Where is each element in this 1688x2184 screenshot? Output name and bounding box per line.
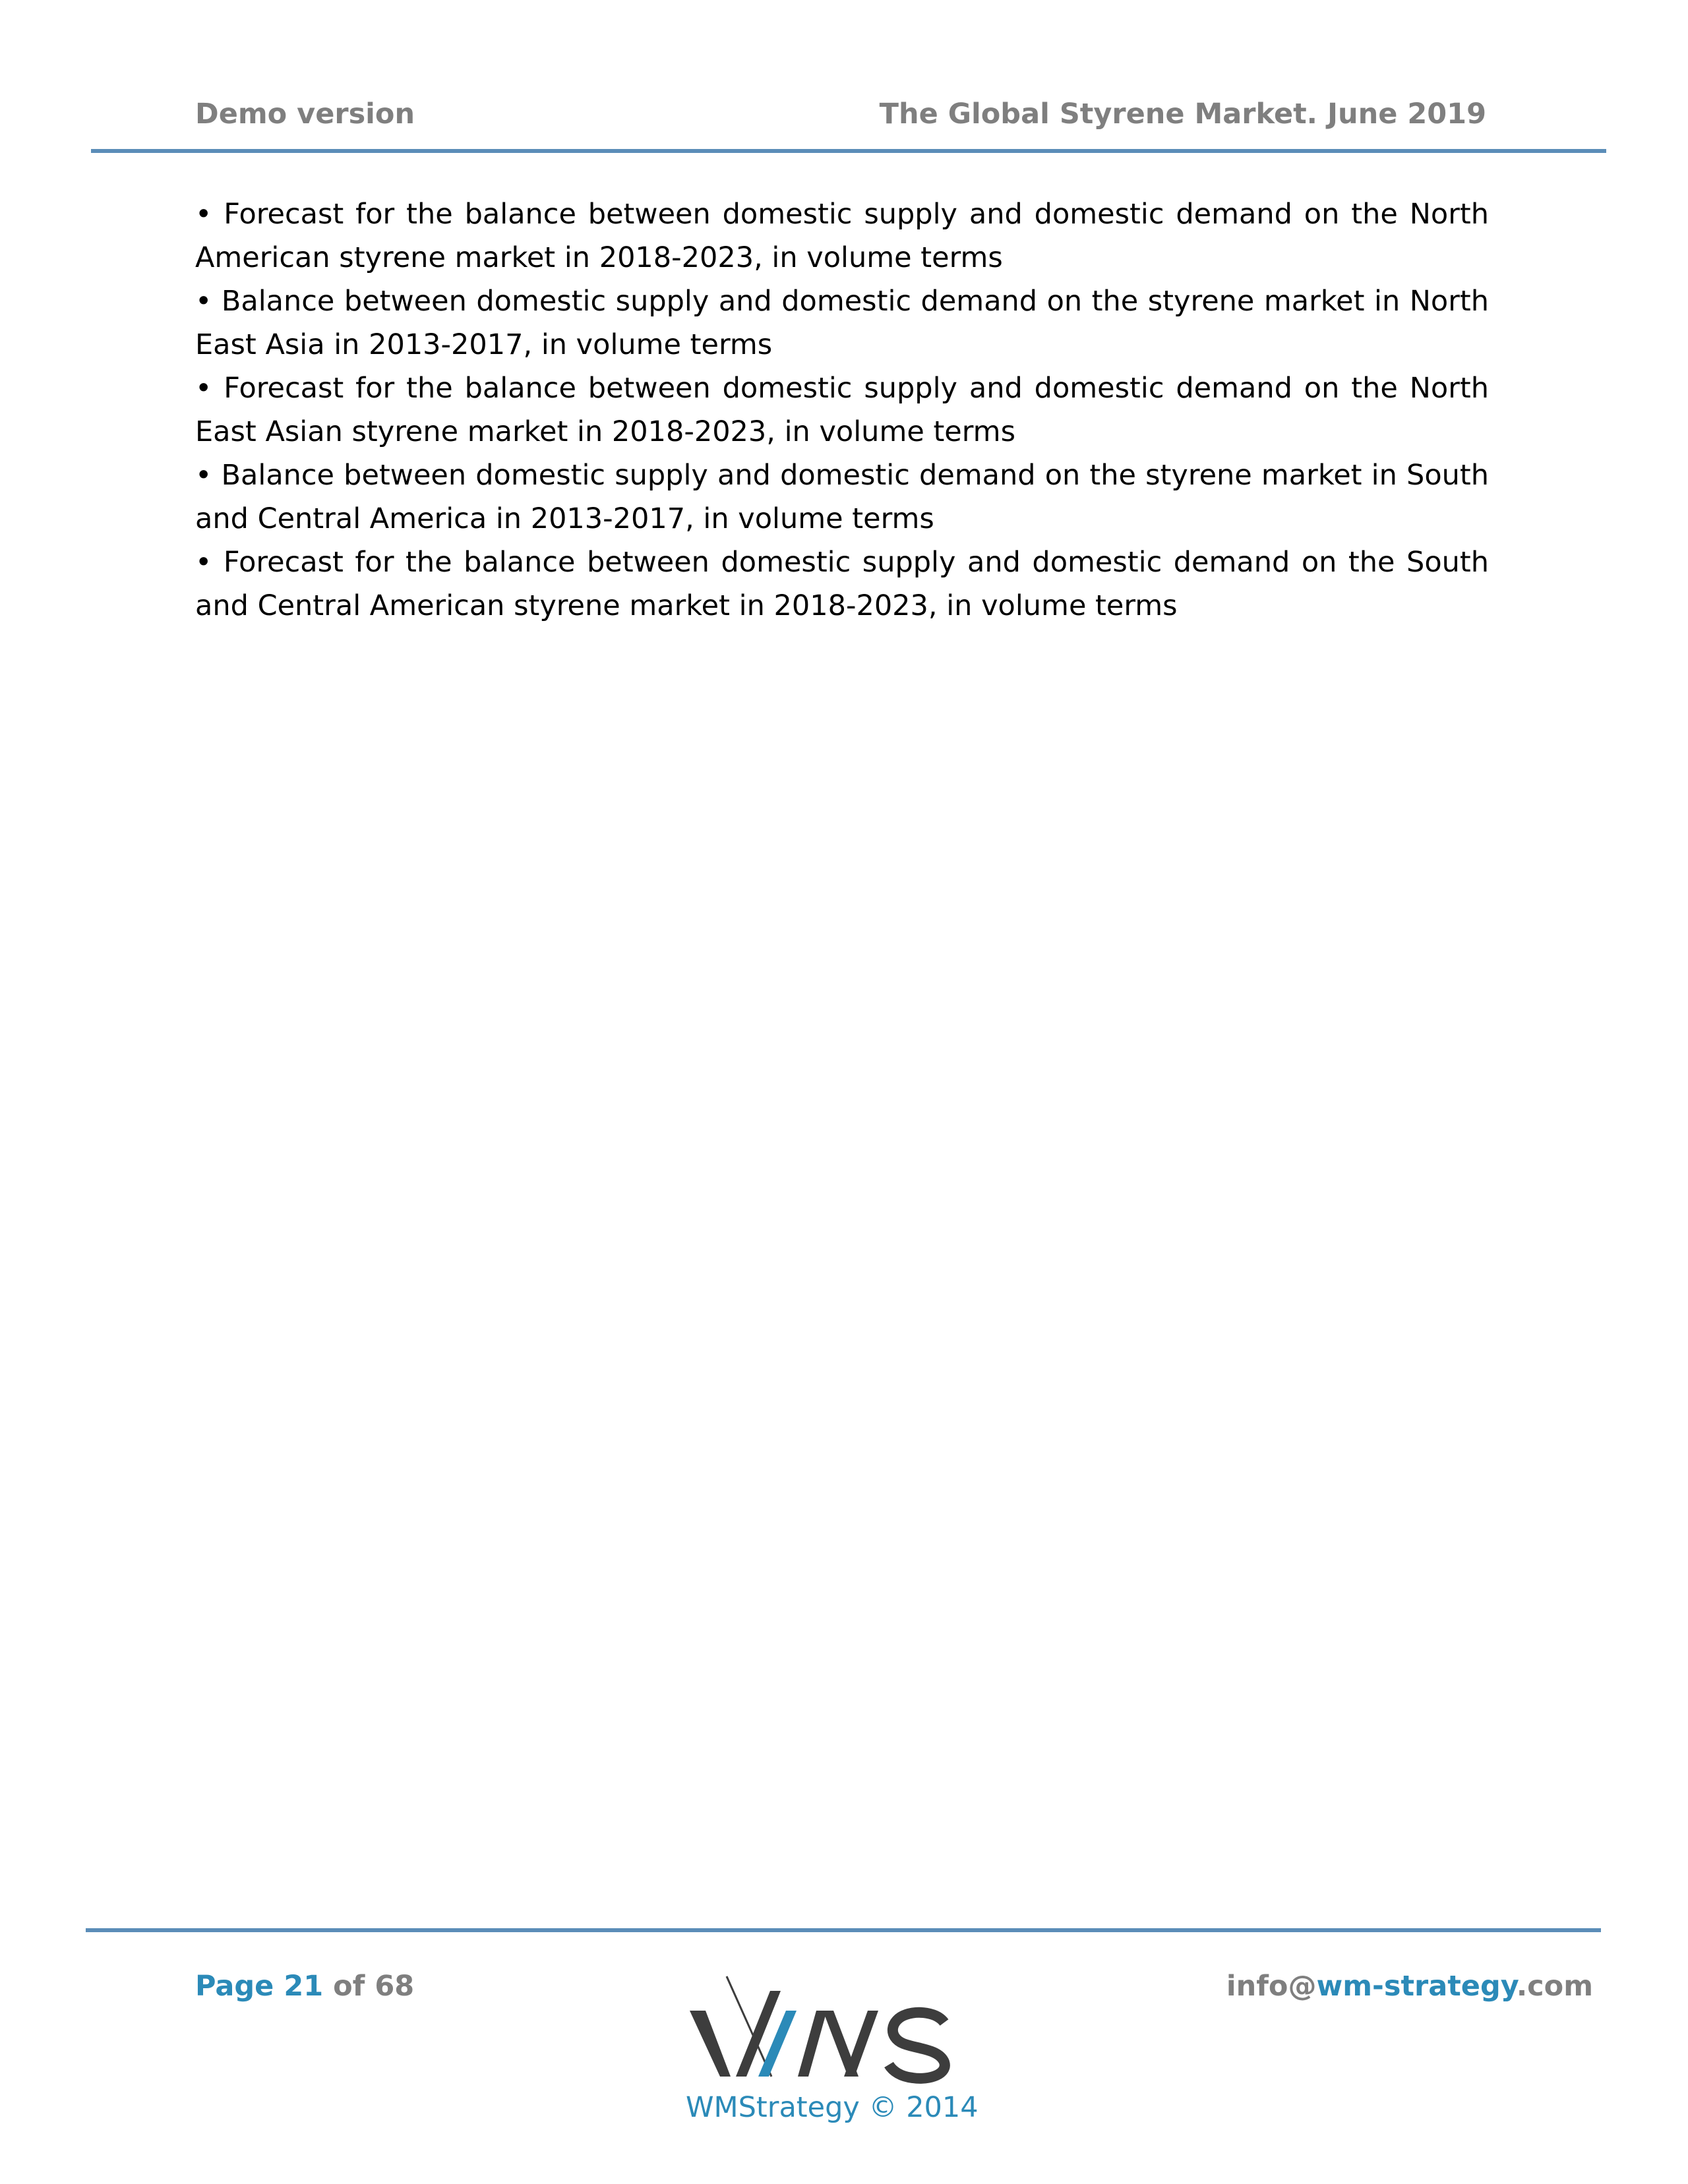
header-divider xyxy=(91,149,1606,153)
email-suffix: .com xyxy=(1516,1970,1593,2003)
page-word: Page xyxy=(195,1970,274,2003)
email-domain: wm-strategy xyxy=(1316,1970,1517,2003)
header-document-title: The Global Styrene Market. June 2019 xyxy=(879,98,1486,131)
list-item: • Balance between domestic supply and domestic demand on the styrene market in South and Central America in 2013-2017, in volume terms xyxy=(195,459,1489,535)
email-prefix: info@ xyxy=(1226,1970,1317,2003)
header-document-status: Demo version xyxy=(195,98,415,131)
list-item: • Balance between domestic supply and domestic demand on the styrene market in North East Asia in 2013-2017, in volume terms xyxy=(195,285,1489,361)
footer-divider xyxy=(86,1928,1601,1932)
bullet-list xyxy=(195,192,1489,628)
logo-caption: WMStrategy © 2014 xyxy=(686,2091,979,2124)
page-indicator xyxy=(195,1970,414,2003)
page-of: of xyxy=(333,1970,365,2003)
wms-logo-graphic xyxy=(686,1971,963,2103)
contact-email-link[interactable] xyxy=(1226,1970,1593,2003)
total-pages: 68 xyxy=(375,1970,415,2003)
list-item: • Forecast for the balance between domestic supply and domestic demand on the North East Asian styrene market in 2018-2023, in volume terms xyxy=(195,372,1489,448)
list-item: • Forecast for the balance between domestic supply and domestic demand on the South and Central American styrene market in 2018-2023, in volume terms xyxy=(195,546,1489,622)
page-number: 21 xyxy=(284,1970,324,2003)
list-item: • Forecast for the balance between domestic supply and domestic demand on the North American styrene market in 2018-2023, in volume terms xyxy=(195,198,1489,274)
wms-logo xyxy=(686,1971,963,2103)
